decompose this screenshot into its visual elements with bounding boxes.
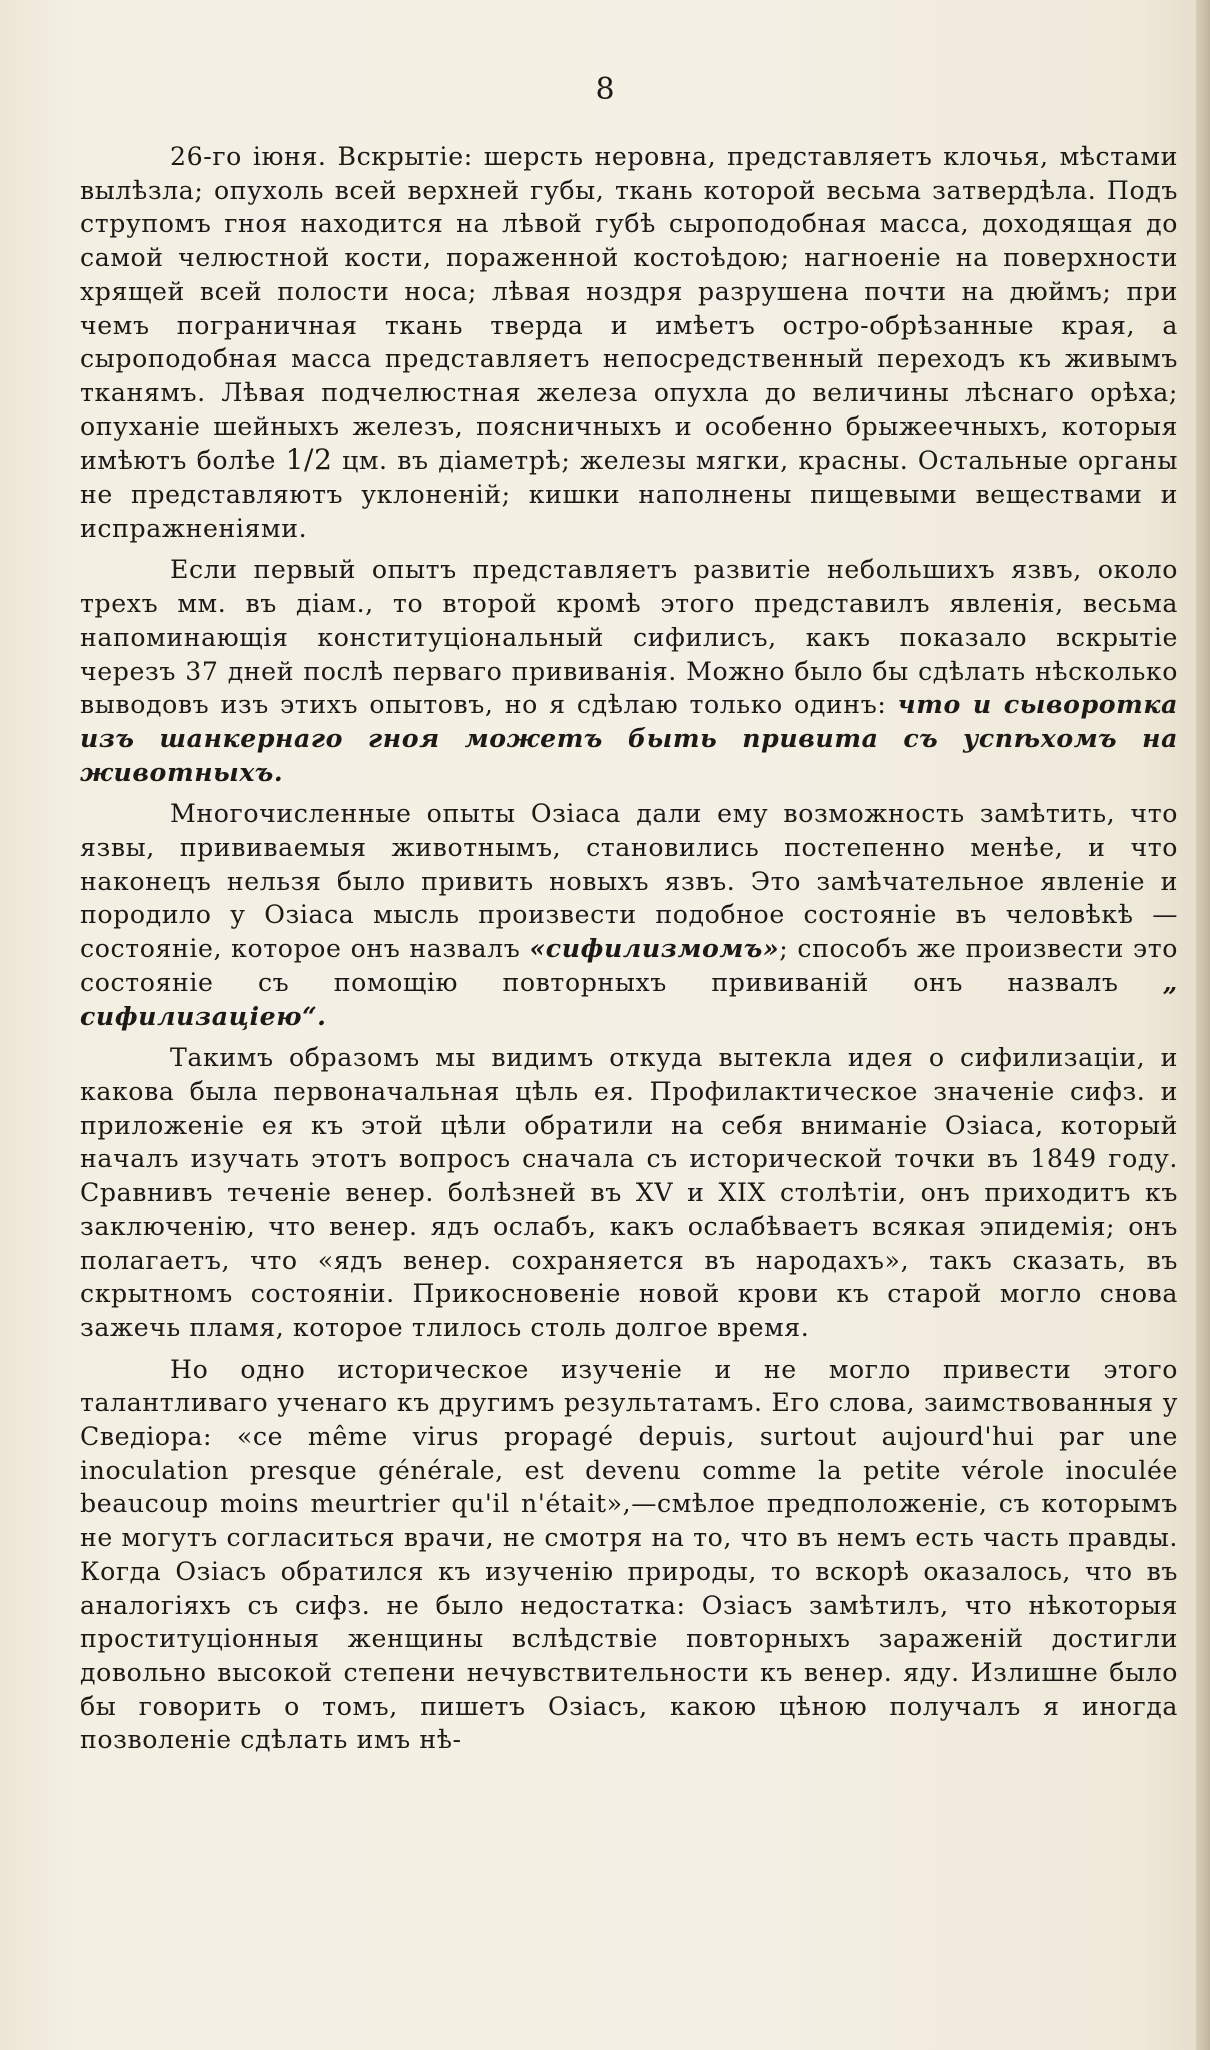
paragraph-syphilism xyxy=(80,797,1178,1033)
body-text xyxy=(80,140,1178,1757)
paragraph-conclusion xyxy=(80,553,1178,789)
text-segment: ; способъ же произвести это состояніе съ помощію повторныхъ прививаній онъ назвалъ xyxy=(80,934,1179,997)
paragraph-history xyxy=(80,1041,1178,1344)
italic-term-syphilization: „ сифилизацiею“. xyxy=(80,966,1178,1031)
fraction-half: 1/2 xyxy=(285,443,333,477)
italic-term-syphilism: «сифилизмомъ» xyxy=(529,933,780,964)
text-segment: цм. въ діаметрѣ; железы мягки, красны. Остальные органы не представляютъ уклоненій; кишки наполнены пищевыми веществами и испражненіями. xyxy=(80,446,1178,543)
text-segment: 26-го іюня. Вскрытіе: шерсть неровна, представляетъ клочья, мѣстами вылѣзла; опухоль всей верхней губы, ткань которой весьма затвердѣла. Подъ струпомъ гноя находится на лѣвой губѣ сыроподобная масса, доходящая до самой челюстной кости, пораженной костоѣдою; нагноеніе на поверхности хрящей всей полости носа; лѣвая ноздря разрушена почти на дюймъ; при чемъ пограничная ткань тверда и имѣетъ остро-обрѣзанные края, а сыроподобная масса представляетъ непосредственный переходъ къ живымъ тканямъ. Лѣвая подчелюстная железа опухла до величины лѣснаго орѣха; опуханіе шейныхъ железъ, поясничныхъ и особенно брыжеечныхъ, которыя имѣютъ болѣе xyxy=(80,142,1178,476)
text-segment: Такимъ образомъ мы видимъ откуда вытекла идея о сифилизаціи, и какова была первоначальная цѣль ея. Профилактическое значеніе сифз. и приложеніе ея къ этой цѣли обратили на себя вниманіе Озіаса, который началъ изучать этотъ вопросъ сначала съ исторической точки въ 1849 году. Сравнивъ теченіе венер. болѣзней въ XV и XIX столѣтіи, онъ приходитъ къ заключенію, что венер. ядъ ослабъ, какъ ослабѣваетъ всякая эпидемія; онъ полагаетъ, что «ядъ венер. сохраняется въ народахъ», такъ сказать, въ скрытномъ состояніи. Прикосновеніе новой крови къ старой могло снова зажечь пламя, которое тлилось столь долгое время. xyxy=(80,1043,1178,1342)
italic-conclusion: что и сыворотка изъ шанкернаго гноя можетъ быть привита съ успѣхомъ на животныхъ. xyxy=(80,689,1178,787)
paragraph-autopsy xyxy=(80,140,1178,545)
paragraph-study xyxy=(80,1353,1178,1757)
page-number: 8 xyxy=(595,72,615,107)
text-segment: Но одно историческое изученіе и не могло привести этого талантливаго ученаго къ другимъ результатамъ. Его слова, заимствованныя у Сведіора: «ce même virus propagé depuis, surtout aujourd'hui par une inoculation presque générale, est devenu comme la petite vérole inoculée beaucoup moins meurtrier qu'il n'était»,—смѣлое предположеніе, съ которымъ не могутъ согласиться врачи, не смотря на то, что въ немъ есть часть правды. Когда Озіасъ обратился къ изученію природы, то вскорѣ оказалось, что въ аналогіяхъ съ сифз. не было недостатка: Озіасъ замѣтилъ, что нѣкоторыя проституціонныя женщины вслѣдствіе повторныхъ зараженій достигли довольно высокой степени нечувствительности къ венер. яду. Излишне было бы говорить о томъ, пишетъ Озіасъ, какою цѣною получалъ я иногда позволеніе сдѣлать имъ нѣ- xyxy=(80,1354,1178,1755)
text-segment: Многочисленные опыты Озіаса дали ему возможность замѣтить, что язвы, прививаемыя животнымъ, становились постепенно менѣе, и что наконецъ нельзя было привить новыхъ язвъ. Это замѣчательное явленіе и породило у Озіаса мысль произвести подобное состояніе въ человѣкѣ — состояніе, которое онъ назвалъ xyxy=(80,799,1178,964)
text-segment: Если первый опытъ представляетъ развитіе небольшихъ язвъ, около трехъ мм. въ діам., то второй кромѣ этого представилъ явленія, весьма напоминающія конституціональный сифилисъ, какъ показало вскрытіе черезъ 37 дней послѣ перваго прививанія. Можно было бы сдѣлать нѣсколько выводовъ изъ этихъ опытовъ, но я сдѣлаю только одинъ: xyxy=(80,555,1178,720)
book-spine-edge xyxy=(1196,0,1210,2050)
